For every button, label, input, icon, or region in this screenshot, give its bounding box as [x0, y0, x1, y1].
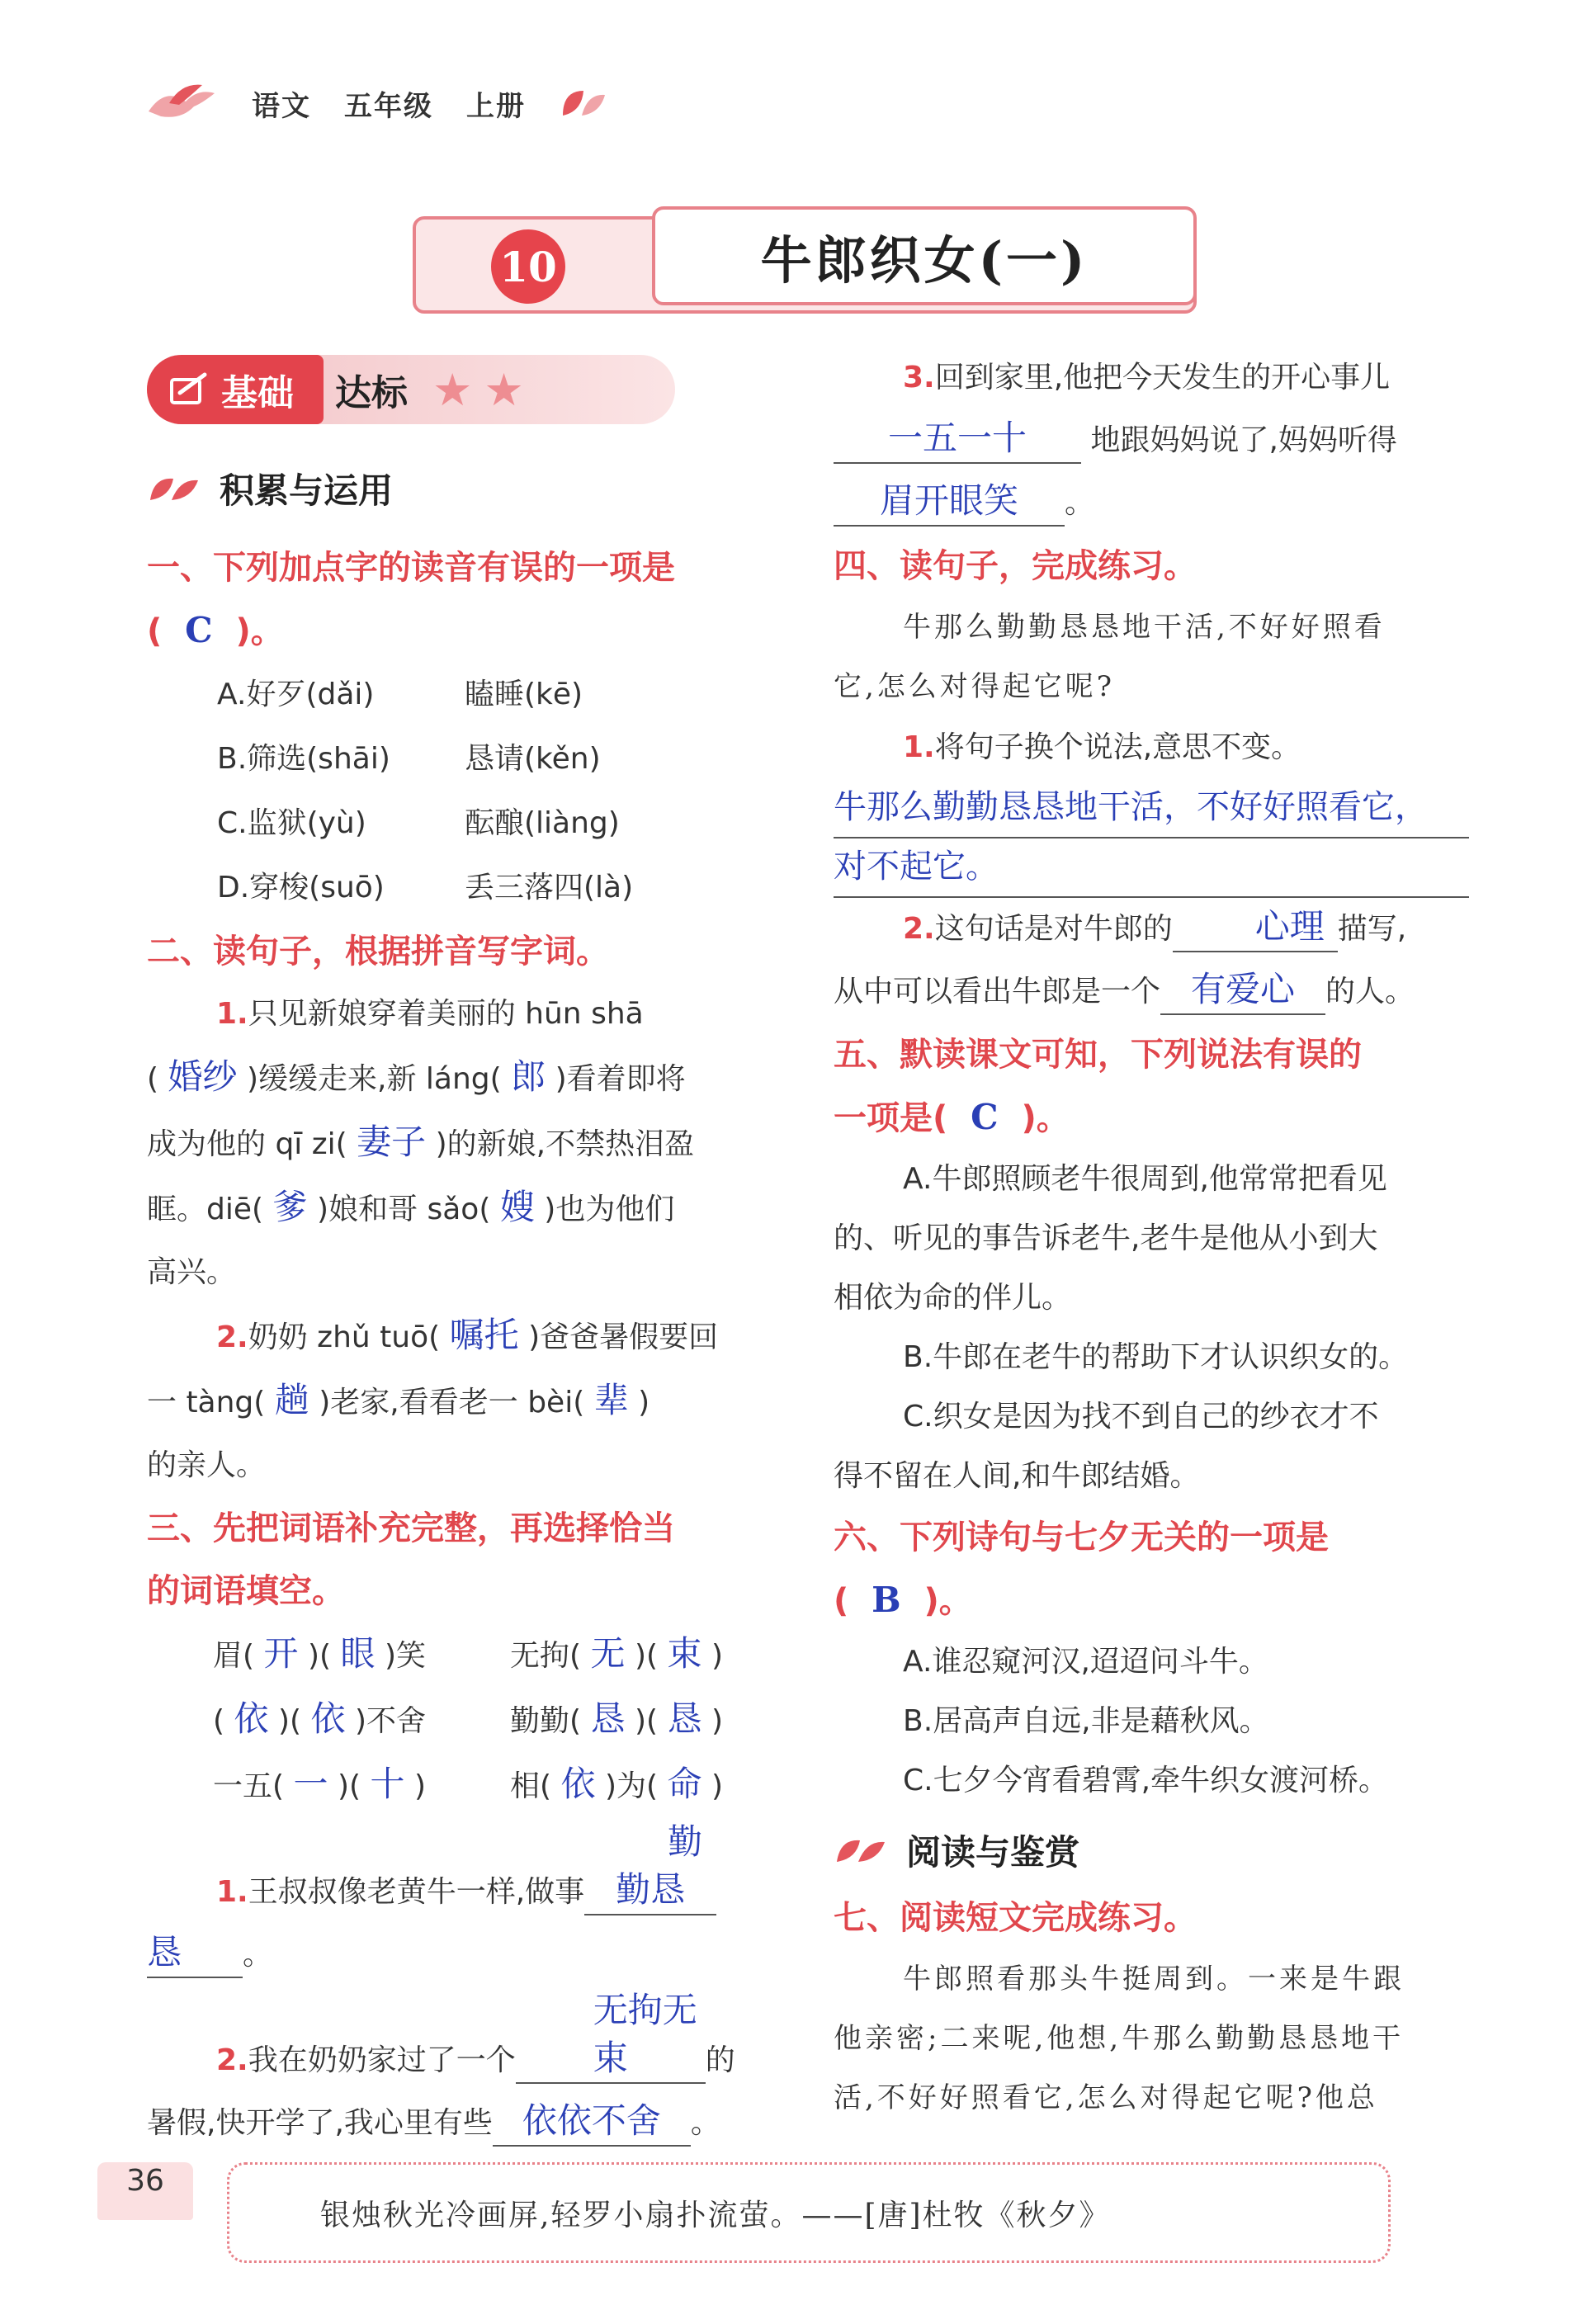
answer-bei: 辈 [593, 1380, 629, 1420]
section-basic-header [147, 355, 675, 424]
option-row: A.好歹(dǎi) 瞌睡(kē) [217, 678, 583, 711]
answer-5: C [971, 1097, 999, 1137]
word-row: 一五( 一 )( 十 ) 相( 依 )为( 命 ) [213, 1764, 724, 1804]
answer-blank: 依依不舍 [493, 2097, 691, 2147]
subsection-reading: 阅读与鉴赏 [834, 1826, 1469, 1875]
question-3: 三、先把词语补充完整，再选择恰当 的词语填空。 眉( 开 )( 眼 )笑 无拘( 无 )( 束 ) ( 依 )( 依 )不舍 勤勤( 恳 )( 恳 ) 一五( 一 )( 十 ) 相( 依 )为( 命 ) 1.王叔叔像老黄牛一样,做事勤勤恳 恳 。 2.我在奶奶家过了一个无拘无束 的 暑假,快开学了,我心里有些 依依不舍 。 [147, 1497, 774, 2155]
question-4: 四、读句子，完成练习。 牛那么勤勤恳恳地干活,不好好照看 它,怎么对得起它呢? 1.将句子换个说法,意思不变。 牛那么勤勤恳恳地干活，不好好照看它， 对不起它。 2.这句话是对牛郎的 心理 描写, 从中可以看出牛郎是一个 有爱心 的人。 [834, 535, 1469, 1023]
answer-blank: 一五一十 [834, 414, 1081, 464]
answer-1: C [185, 610, 213, 650]
answer-6: B [872, 1580, 901, 1620]
answer-blank: 勤勤恳 [584, 1818, 716, 1915]
page-header [144, 74, 608, 132]
lesson-title: 牛郎织女(一) [760, 229, 1089, 290]
answer-blank: 眉开眼笑 [834, 477, 1065, 527]
answer-sao: 嫂 [499, 1187, 535, 1227]
footer-quote: 银烛秋光冷画屏,轻罗小扇扑流萤。——[唐]杜牧《秋夕》 [227, 2162, 1391, 2263]
page-number: 36 [97, 2154, 193, 2220]
option-row: B.筛选(shāi) 恳请(kěn) [217, 742, 601, 776]
volume-label: 上册 [466, 89, 526, 123]
option-row: D.穿梭(suō) 丢三落四(là) [217, 871, 634, 905]
lesson-title-banner [413, 206, 1197, 314]
question-2: 二、读句子，根据拼音写字词。 1.只见新娘穿着美丽的 hūn shā ( 婚纱 )缓缓走来,新 láng( 郎 )看着即将 成为他的 qī zi( 妻子 )的新娘,不禁热泪盈 眶。diē( 爹 )娘和哥 sǎo( 嫂 )也为他们 高兴。 2.奶奶 zhǔ tuō( 嘱托 )爸爸暑假要回 一 tàng( 趟 )老家,看看老一 bèi( 辈 ) 的亲人。 [147, 920, 774, 1497]
answer-blank: 恳 [147, 1929, 243, 1978]
leaf-icon [834, 1835, 888, 1865]
leaf-icon [147, 474, 201, 503]
question-1-title: 一、下列加点字的读音有误的一项是 [147, 549, 675, 587]
leaf-icon [559, 87, 608, 120]
grade-label: 五年级 [344, 89, 433, 123]
subject-label: 语文 [252, 89, 311, 123]
question-6: 六、下列诗句与七夕无关的一项是 ( B )。 A.谁忍窥河汉,迢迢问斗牛。 B.居高声自远,非是藉秋风。 C.七夕今宵看碧霄,牵牛织女渡河桥。 [834, 1519, 1389, 1797]
bird-icon [144, 78, 219, 128]
left-column [147, 355, 774, 2155]
word-row: 眉( 开 )( 眼 )笑 无拘( 无 )( 束 ) [213, 1633, 724, 1674]
answer-die: 爹 [272, 1187, 308, 1227]
answer-qizi: 妻子 [357, 1122, 427, 1162]
answer-hunsha: 婚纱 [168, 1056, 238, 1097]
question-1: 一、下列加点字的读音有误的一项是 ( C )。 A.好歹(dǎi) 瞌睡(kē) B.筛选(shāi) 恳请(kěn) C.监狱(yù) 酝酿(liàng) D.穿梭(suō) 丢三落四(là) [147, 536, 774, 920]
answer-blank: 有爱心 [1160, 966, 1325, 1015]
question-7: 七、阅读短文完成练习。 牛郎照看那头牛挺周到。一来是牛跟 他亲密;二来呢,他想,牛那么勤勤恳恳地干 活,不好好照看它,怎么对得起它呢?他总 [834, 1899, 1405, 2114]
answer-tang: 趟 [274, 1380, 309, 1420]
pen-book-icon [168, 371, 210, 408]
lesson-number: 10 [491, 229, 565, 304]
question-5: 五、默读课文可知，下列说法有误的 一项是( C )。 A.牛郎照顾老牛很周到,他常常把看见 的、听见的事告诉老牛,老牛是他从小到大 相依为命的伴儿。 B.牛郎在老牛的帮助下才认识织女的。 C.织女是因为找不到自己的纱衣才不 得不留在人间,和牛郎结婚。 [834, 1036, 1409, 1493]
answer-blank: 心理 [1173, 903, 1338, 952]
answer-zhutuo: 嘱托 [449, 1315, 519, 1355]
section-basic-label-a: 基础 [221, 372, 294, 414]
question-2-title: 二、读句子，根据拼音写字词。 [147, 933, 609, 971]
option-row: C.监狱(yù) 酝酿(liàng) [217, 806, 620, 840]
answer-blank: 无拘无束 [516, 1986, 706, 2084]
word-row: ( 依 )( 依 )不舍 勤勤( 恳 )( 恳 ) [213, 1698, 724, 1739]
section-basic-label-b: 达标 [335, 372, 408, 414]
star-rating: ★★ [432, 363, 536, 416]
subsection-accumulate: 积累与运用 [147, 464, 774, 513]
answer-lang: 郎 [511, 1056, 546, 1097]
rewrite-answer: 牛那么勤勤恳恳地干活，不好好照看它， [834, 788, 1428, 826]
right-column: 3.回到家里,他把今天发生的开心事儿 一五一十 地跟妈妈说了,妈妈听得 眉开眼笑 。 四、读句子，完成练习。 牛那么勤勤恳恳地干活,不好好照看 它,怎么对得起它呢? 1.将句子换个说法,意思不变。 牛那么勤勤恳恳地干活，不好好照看它， 对不起它。 2.这句话是对牛郎的 心理 描写, 从中可以看出牛郎是一个 有爱心 的人。 五、默读课文可知，下列说法有误的 一项是( C )。 A.牛郎照顾老牛很周到,他常常把看见 的、听见的事告诉老牛,老牛是他从小到大 相依为命的伴儿。 B.牛郎在老牛的帮助下才认识织女的。 C.织女是因为找不到自己的纱衣才不 得不留在人间,和牛郎结婚。 六、下列诗句与七夕无关的一项是 ( B )。 A.谁忍窥河汉,迢迢问斗牛。 B.居高声自远,非是藉秋风。 C.七夕今宵看碧霄,牵牛织女渡河桥。 阅读与鉴赏 七、阅读短文完成练习。 牛郎照看那头牛挺周到。一来是牛跟 他亲密;二来呢,他想,牛那么勤勤恳恳地干 活,不好好照看它,怎么对得起它呢?他总 [834, 347, 1469, 2128]
